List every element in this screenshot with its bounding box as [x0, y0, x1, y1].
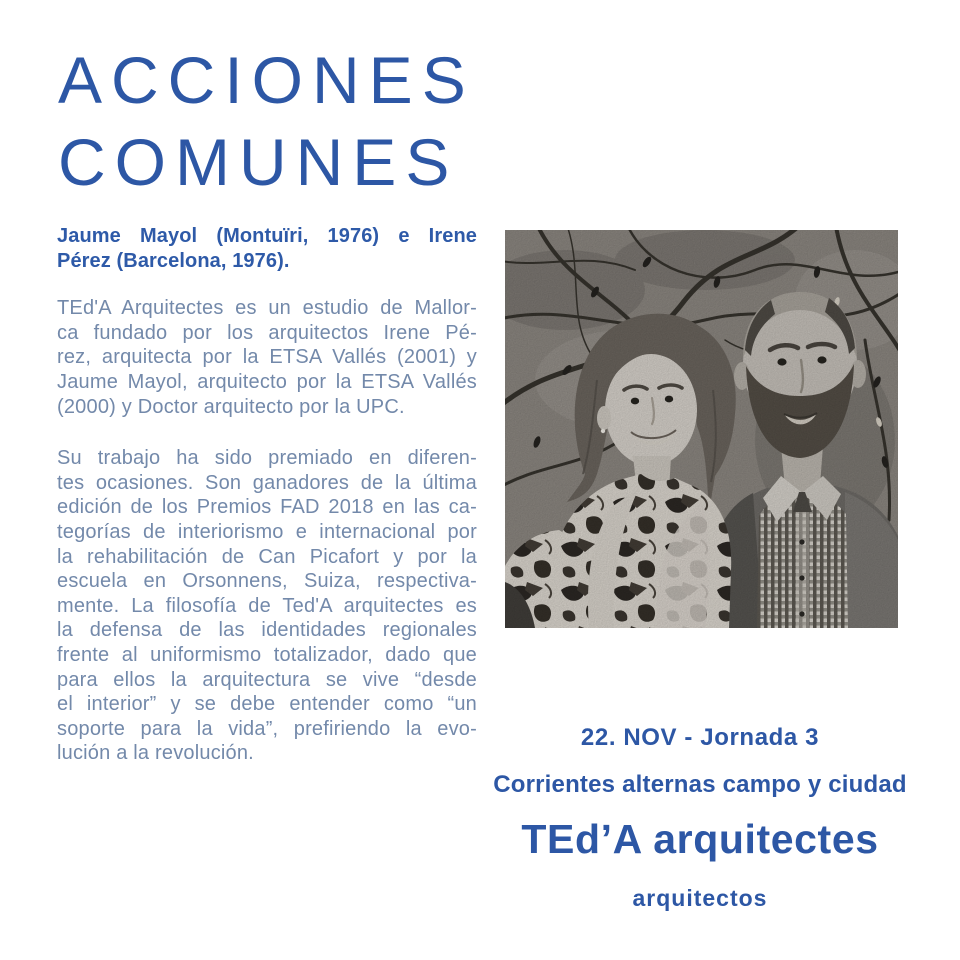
- film-grain-overlay: [505, 230, 898, 628]
- event-date: 22. NOV - Jornada 3: [580, 724, 820, 751]
- bio-line: la defensa de las identidades regionales: [57, 619, 477, 642]
- bio-line: soporte para la vida”, prefiriendo la evo-: [57, 717, 477, 740]
- bio-line: ca fundado por los arquitectos Irene Pé-: [57, 321, 477, 344]
- bio-line: la rehabilitación de Can Picafort y por la: [57, 545, 477, 568]
- bio-line: lución a la revolución.: [57, 742, 254, 765]
- bio-line: escuela en Orsonnens, Suiza, respectiva-: [57, 570, 477, 593]
- poster-title: [58, 39, 475, 203]
- portrait-photo-illustration: [505, 230, 898, 628]
- bio-intro-paragraph: [57, 224, 477, 273]
- event-studio-role: arquitectos: [632, 885, 768, 911]
- bio-line: edición de los Premios FAD 2018 en las ca-: [57, 496, 477, 519]
- bio-studio-paragraph: [57, 296, 477, 419]
- bio-awards-paragraph: [57, 446, 477, 766]
- bio-line: frente al uniformismo totalizador, dado que: [57, 643, 477, 666]
- bio-line: Pérez (Barcelona, 1976).: [57, 249, 290, 272]
- bio-line: TEd'A Arquitectes es un estudio de Mallor-: [57, 297, 477, 320]
- bio-line: el interior” y se debe entender como “un: [57, 693, 477, 716]
- poster-title-line-1: ACCIONES: [58, 43, 475, 117]
- event-session-title: Corrientes alternas campo y ciudad: [493, 771, 907, 798]
- bio-line: (2000) y Doctor arquitecto por la UPC.: [57, 395, 405, 418]
- bio-line: para ellos la arquitectura se vive “desde: [57, 668, 477, 691]
- bio-line: Jaume Mayol (Montuïri, 1976) e Irene: [57, 225, 477, 247]
- event-block: [479, 712, 921, 912]
- bio-line: rez, arquitecta por la ETSA Vallés (2001) y: [57, 346, 477, 369]
- portrait-photo: [505, 230, 898, 628]
- event-studio-name: TEd’A arquitectes: [521, 816, 879, 862]
- bio-line: tegorías de interiorismo e internacional por: [57, 520, 477, 543]
- bio-line: Jaume Mayol, arquitecto por la ETSA Vallés: [57, 370, 477, 393]
- bio-line: Su trabajo ha sido premiado en diferen-: [57, 447, 477, 470]
- bio-column: [57, 224, 477, 766]
- bio-line: tes ocasiones. Son ganadores de la última: [57, 471, 477, 494]
- bio-line: mente. La filosofía de Ted'A arquitectes es: [57, 594, 477, 617]
- poster-title-line-2: COMUNES: [58, 125, 459, 199]
